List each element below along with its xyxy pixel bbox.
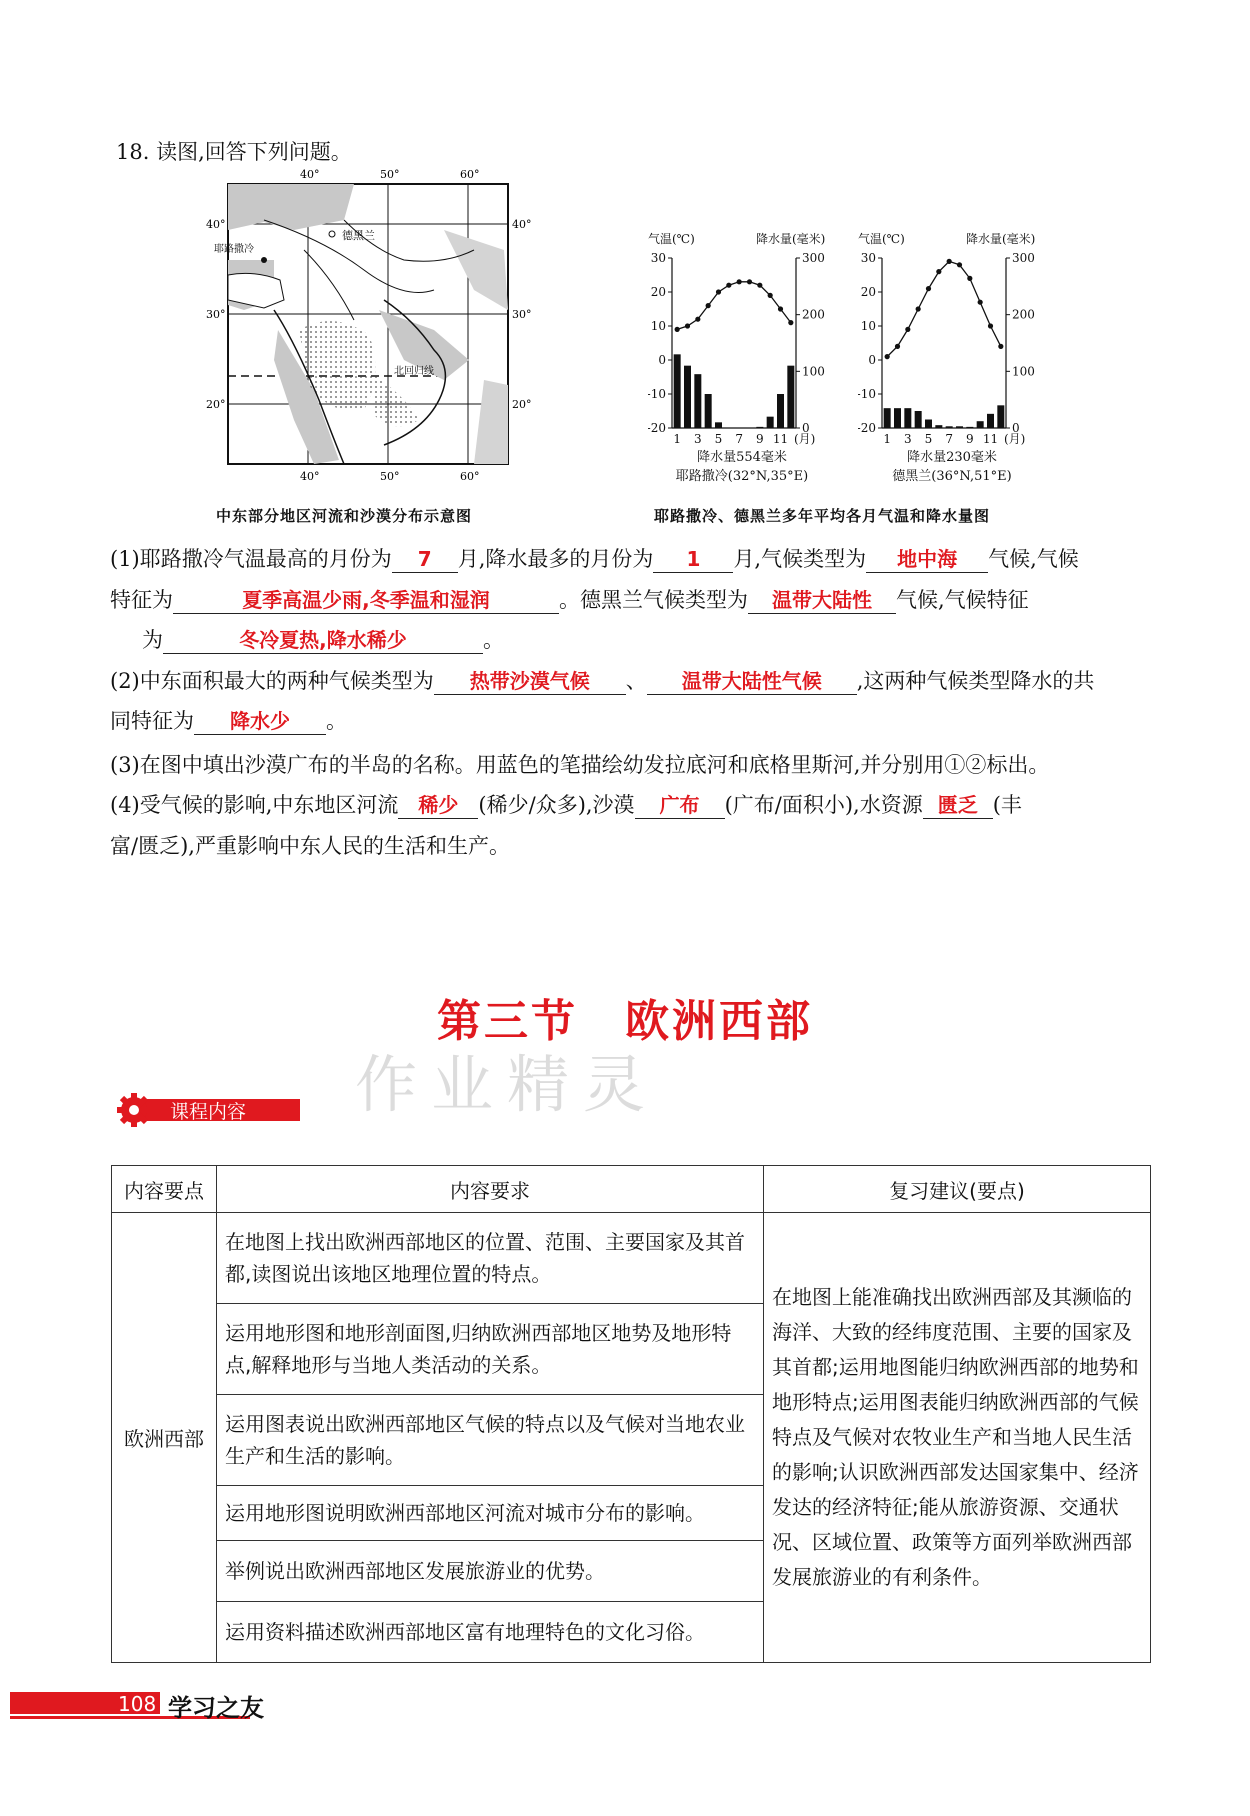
- footer-brand: 学习之友: [168, 1694, 264, 1722]
- header-cell: 内容要点: [112, 1166, 217, 1213]
- precip-bar: [997, 405, 1004, 428]
- page-number: 108: [118, 1692, 157, 1716]
- temp-line: [677, 282, 791, 330]
- temp-tick-label: 0: [658, 353, 666, 367]
- precip-bar: [705, 394, 712, 428]
- temp-point: [885, 354, 890, 359]
- answer-blank: 夏季高温少雨,冬季温和湿润: [173, 587, 559, 614]
- lon-bottom-60: 60°: [460, 470, 480, 483]
- map-caption: 中东部分地区河流和沙漠分布示意图: [216, 507, 473, 525]
- answer-blank: 温带大陆性气候: [647, 668, 857, 695]
- month-unit-label: (月): [794, 432, 816, 446]
- climate-chart-jerusalem: [648, 230, 853, 500]
- month-tick-label: 11: [982, 432, 999, 446]
- temp-tick-label: -20: [648, 421, 666, 435]
- answer-line-4: (2)中东面积最大的两种气候类型为 热带沙漠气候 、 温带大陆性气候 ,这两种气候类型降水的共: [110, 669, 1095, 693]
- watermark: 作业精灵: [355, 1048, 660, 1121]
- lon-top-60: 60°: [460, 168, 480, 181]
- label-tehran: 德黑兰: [342, 229, 375, 242]
- temp-tick-label: 30: [860, 251, 876, 265]
- precip-bar: [956, 426, 963, 428]
- lat-left-30: 30°: [206, 308, 226, 321]
- label-jerusalem: 耶路撒冷: [214, 244, 254, 255]
- temp-tick-label: 0: [868, 353, 876, 367]
- precip-tick-label: 300: [1012, 251, 1035, 265]
- month-tick-label: 9: [756, 432, 764, 446]
- requirement-cell: 运用图表说出欧洲西部地区气候的特点以及气候对当地农业生产和生活的影响。: [217, 1395, 764, 1486]
- answer-line-3: 为 冬冷夏热,降水稀少 。: [142, 628, 504, 652]
- answer-blank: 7: [392, 546, 458, 573]
- temp-tick-label: 20: [650, 285, 666, 299]
- answer-blank: 稀少: [398, 792, 478, 819]
- answer-blank: 热带沙漠气候: [434, 668, 626, 695]
- precip-axis-label: 降水量(毫米): [756, 232, 826, 246]
- precip-axis-label: 降水量(毫米): [966, 232, 1036, 246]
- temp-point: [988, 323, 993, 328]
- label-tropic: 北回归线: [394, 366, 434, 377]
- lat-right-20: 20°: [512, 398, 532, 411]
- lon-bottom-40: 40°: [300, 470, 320, 483]
- climate-chart-svg-tehran: [858, 230, 1063, 500]
- temp-point: [695, 317, 700, 322]
- advice-cell: 在地图上能准确找出欧洲西部及其濒临的海洋、大致的经纬度范围、主要的国家及其首都;运用地图能归纳欧洲西部的地势和地形特点;运用图表能归纳欧洲西部的气候特点及气候对农牧业生产和当地人民生活的影响;认识欧洲西部发达国家集中、经济发达的经济特征;能从旅游资源、交通状况、区域位置、政策等方面列举欧洲西部发展旅游业的有利条件。: [764, 1213, 1151, 1663]
- precip-tick-label: 200: [1012, 307, 1035, 322]
- precip-bar: [946, 426, 953, 428]
- precip-bar: [684, 366, 691, 428]
- lon-bottom-50: 50°: [380, 470, 400, 483]
- precip-bar: [966, 427, 973, 428]
- climate-chart-tehran: [858, 230, 1063, 500]
- chart-title: 耶路撒冷(32°N,35°E): [675, 469, 809, 484]
- month-tick-label: 5: [714, 432, 723, 446]
- answer-blank: 冬冷夏热,降水稀少: [163, 627, 483, 654]
- temp-point: [967, 276, 972, 281]
- lon-top-40: 40°: [300, 168, 320, 181]
- temp-point: [957, 262, 962, 267]
- lon-top-50: 50°: [380, 168, 400, 181]
- temp-point: [926, 286, 931, 291]
- precip-tick-label: 0: [1012, 421, 1020, 435]
- answer-blank: 广布: [635, 792, 725, 819]
- answer-blank: 1: [653, 546, 733, 573]
- precip-bar: [787, 366, 794, 428]
- temp-tick-label: 10: [650, 319, 666, 333]
- temp-point: [978, 300, 983, 305]
- precip-bar: [674, 354, 681, 428]
- temp-point: [757, 283, 762, 288]
- precip-tick-label: 200: [802, 307, 825, 322]
- temp-point: [895, 344, 900, 349]
- answer-line-6: (3)在图中填出沙漠广布的半岛的名称。用蓝色的笔描绘幼发拉底河和底格里斯河,并分别用①②标出。: [110, 753, 1050, 777]
- temp-point: [726, 283, 731, 288]
- temp-point: [747, 279, 752, 284]
- lat-right-30: 30°: [512, 308, 532, 321]
- course-table: [111, 1165, 1151, 1663]
- map-svg: [204, 160, 544, 500]
- requirement-cell: 举例说出欧洲西部地区发展旅游业的优势。: [217, 1541, 764, 1602]
- precip-bar: [935, 425, 942, 428]
- chart-title: 德黑兰(36°N,51°E): [892, 469, 1012, 484]
- section-title: 第三节 欧洲西部: [437, 996, 813, 1047]
- climate-chart-svg-jerusalem: [648, 230, 853, 500]
- temp-axis-label: 气温(℃): [858, 232, 905, 246]
- temp-tick-label: 30: [650, 251, 666, 265]
- requirement-cell: 运用资料描述欧洲西部地区富有地理特色的文化习俗。: [217, 1602, 764, 1663]
- temp-point: [778, 306, 783, 311]
- temp-point: [916, 306, 921, 311]
- precip-bar: [694, 374, 701, 428]
- answer-line-2: 特征为 夏季高温少雨,冬季温和湿润 。德黑兰气候类型为 温带大陆性 气候,气候特征: [110, 588, 1029, 612]
- lat-left-20: 20°: [206, 398, 226, 411]
- answer-blank: 匮乏: [923, 792, 993, 819]
- month-unit-label: (月): [1004, 432, 1026, 446]
- topic-cell: 欧洲西部: [112, 1213, 217, 1663]
- temp-point: [716, 289, 721, 294]
- temp-point: [706, 303, 711, 308]
- temp-point: [905, 327, 910, 332]
- answer-blank: 降水少: [194, 708, 326, 735]
- temp-point: [685, 323, 690, 328]
- requirement-cell: 在地图上找出欧洲西部地区的位置、范围、主要国家及其首都,读图说出该地区地理位置的特点。: [217, 1213, 764, 1304]
- precip-bar: [977, 421, 984, 428]
- temp-tick-label: 10: [860, 319, 876, 333]
- temp-tick-label: -10: [858, 387, 876, 401]
- lat-left-40: 40°: [206, 218, 226, 231]
- answer-line-7: (4)受气候的影响,中东地区河流 稀少 (稀少/众多),沙漠 广布 (广布/面积小),水资源 匮乏 (丰: [110, 793, 1022, 817]
- temp-point: [998, 344, 1003, 349]
- badge-label: 课程内容: [170, 1101, 247, 1123]
- header-cell: 复习建议(要点): [764, 1166, 1151, 1213]
- chart-subtitle: 降水量230毫米: [907, 450, 997, 465]
- precip-bar: [715, 422, 722, 428]
- precip-bar: [767, 417, 774, 428]
- temp-point: [947, 259, 952, 264]
- month-tick-label: 5: [924, 432, 933, 446]
- month-tick-label: 9: [966, 432, 974, 446]
- precip-tick-label: 100: [802, 364, 825, 379]
- precip-tick-label: 300: [802, 251, 825, 265]
- precip-bar: [987, 414, 994, 428]
- month-tick-label: 3: [904, 432, 912, 446]
- answer-line-5: 同特征为 降水少 。: [110, 709, 347, 733]
- answer-line-1: (1)耶路撒冷气温最高的月份为 7 月,降水最多的月份为 1 月,气候类型为 地中海 气候,气候: [110, 547, 1079, 571]
- month-tick-label: 1: [673, 432, 681, 446]
- temp-point: [936, 269, 941, 274]
- temp-axis-label: 气温(℃): [648, 232, 695, 246]
- month-tick-label: 3: [694, 432, 702, 446]
- precip-bar: [756, 427, 763, 428]
- course-content-badge: [114, 1093, 302, 1127]
- header-cell: 内容要求: [217, 1166, 764, 1213]
- precip-bar: [884, 408, 891, 428]
- temp-point: [675, 327, 680, 332]
- temp-tick-label: -10: [648, 387, 666, 401]
- answer-blank: 温带大陆性: [748, 587, 896, 614]
- table-header-row: [112, 1166, 1151, 1213]
- temp-tick-label: 20: [860, 285, 876, 299]
- temp-tick-label: -20: [858, 421, 876, 435]
- question-title: 18. 读图,回答下列问题。: [116, 140, 352, 164]
- temp-point: [788, 320, 793, 325]
- requirement-cell: 运用地形图说明欧洲西部地区河流对城市分布的影响。: [217, 1486, 764, 1541]
- answer-blank: 地中海: [866, 546, 988, 573]
- precip-bar: [915, 411, 922, 428]
- precip-tick-label: 100: [1012, 364, 1035, 379]
- precip-bar: [904, 408, 911, 428]
- precip-bar: [894, 408, 901, 428]
- precip-bar: [777, 394, 784, 428]
- month-tick-label: 7: [945, 432, 953, 446]
- lat-right-40: 40°: [512, 218, 532, 231]
- answer-line-8: 富/匮乏),严重影响中东人民的生活和生产。: [110, 834, 510, 858]
- temp-point: [768, 293, 773, 298]
- middle-east-map: [204, 160, 544, 500]
- climate-caption: 耶路撒冷、德黑兰多年平均各月气温和降水量图: [654, 507, 991, 525]
- month-tick-label: 7: [735, 432, 743, 446]
- month-tick-label: 11: [772, 432, 789, 446]
- precip-bar: [925, 420, 932, 429]
- chart-subtitle: 降水量554毫米: [697, 450, 787, 465]
- temp-line: [887, 261, 1001, 356]
- table-row: [112, 1213, 1151, 1304]
- temp-point: [737, 279, 742, 284]
- requirement-cell: 运用地形图和地形剖面图,归纳欧洲西部地区地势及地形特点,解释地形与当地人类活动的关系。: [217, 1304, 764, 1395]
- precip-tick-label: 0: [802, 421, 810, 435]
- month-tick-label: 1: [883, 432, 891, 446]
